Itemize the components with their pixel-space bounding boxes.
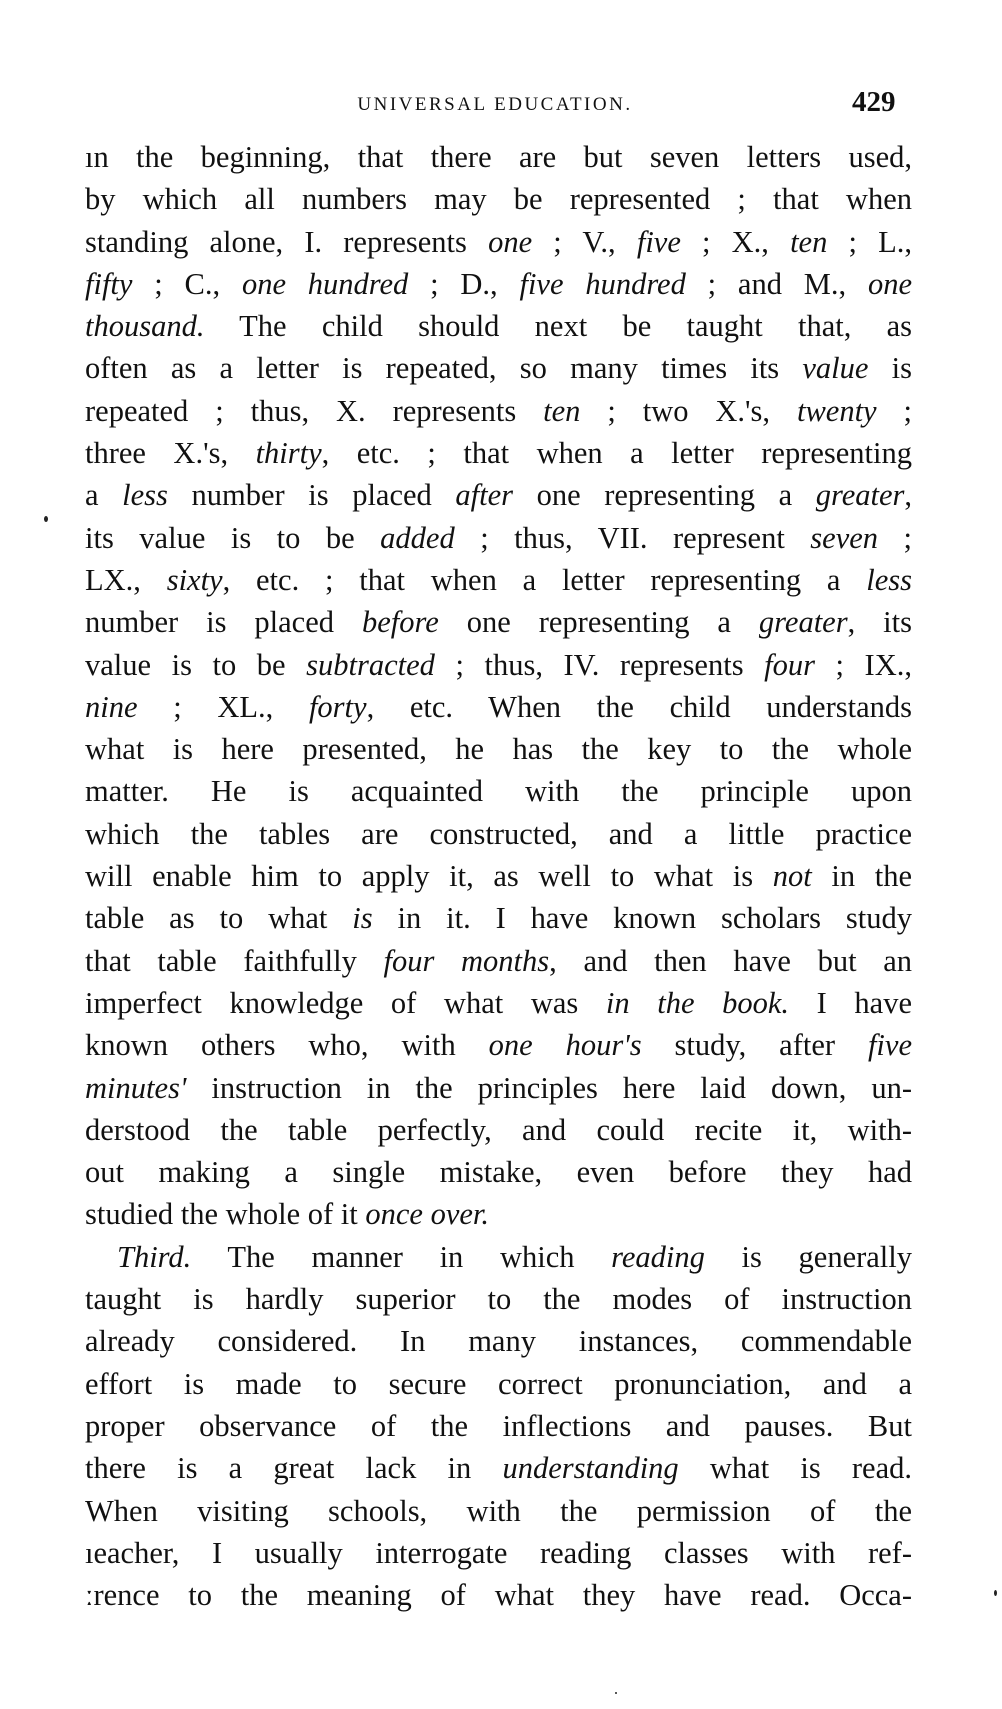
italic-text: five hundred bbox=[519, 266, 686, 301]
italic-text: is bbox=[352, 901, 373, 936]
italic-text: four bbox=[764, 647, 815, 682]
text-line bbox=[85, 1193, 912, 1235]
text-segment: ; XL., bbox=[137, 689, 309, 724]
italic-text: sixty bbox=[166, 562, 223, 597]
italic-text: minutes' bbox=[85, 1070, 187, 1105]
text-line bbox=[85, 1151, 912, 1193]
italic-text: one hundred bbox=[241, 266, 409, 301]
italic-text: one bbox=[488, 224, 533, 259]
text-line bbox=[85, 601, 912, 643]
text-segment: LX., bbox=[85, 562, 167, 597]
italic-text: one hour's bbox=[488, 1028, 642, 1063]
text-segment: there is a great lack in bbox=[85, 1451, 503, 1486]
text-line bbox=[85, 982, 912, 1024]
italic-text: ten bbox=[543, 393, 581, 428]
text-line bbox=[85, 432, 912, 474]
text-segment: ; thus, IV. represents bbox=[434, 647, 765, 682]
italic-text: five bbox=[636, 224, 681, 259]
italic-text: once over. bbox=[365, 1197, 490, 1232]
text-segment: will enable him to apply it, as well to what is bbox=[85, 859, 773, 894]
text-segment: matter. He is acquainted with the principle upon bbox=[85, 774, 912, 809]
text-segment: taught is hardly superior to the modes of instruction bbox=[85, 1282, 912, 1317]
text-line bbox=[85, 1320, 912, 1362]
text-line bbox=[85, 1490, 912, 1532]
text-segment: what is read. bbox=[678, 1451, 912, 1486]
text-segment: studied the whole of it bbox=[85, 1197, 366, 1232]
italic-text: greater bbox=[758, 605, 848, 640]
italic-text: thousand. bbox=[85, 309, 205, 344]
text-segment: one representing a bbox=[438, 605, 759, 640]
text-segment: When visiting schools, with the permission of the bbox=[85, 1493, 912, 1528]
running-header bbox=[0, 86, 1002, 126]
text-line bbox=[85, 1236, 912, 1278]
text-segment: is bbox=[868, 351, 913, 386]
italic-text: ten bbox=[790, 224, 828, 259]
text-segment: is generally bbox=[704, 1239, 912, 1274]
italic-text: thirty bbox=[255, 436, 322, 471]
italic-text: less bbox=[866, 562, 912, 597]
text-segment: what is here presented, he has the key to the whole bbox=[85, 732, 912, 767]
text-segment: which the tables are constructed, and a little practice bbox=[85, 816, 912, 851]
text-line bbox=[85, 1109, 912, 1151]
text-segment: ; L., bbox=[827, 224, 913, 259]
text-segment: value is to be bbox=[85, 647, 307, 682]
text-segment: instruction in the principles here laid down, un- bbox=[186, 1070, 912, 1105]
text-line bbox=[85, 1067, 912, 1109]
text-line bbox=[85, 221, 912, 263]
text-segment: ; two X.'s, bbox=[580, 393, 797, 428]
text-segment: its value is to be bbox=[85, 520, 381, 555]
italic-text: understanding bbox=[502, 1451, 679, 1486]
text-line bbox=[85, 559, 912, 601]
italic-text: reading bbox=[611, 1239, 705, 1274]
italic-text: forty bbox=[308, 689, 367, 724]
text-segment: number is placed bbox=[167, 478, 456, 513]
text-segment: table as to what bbox=[85, 901, 353, 936]
body-text bbox=[85, 136, 912, 1616]
text-line bbox=[85, 1405, 912, 1447]
text-segment: I have bbox=[789, 985, 912, 1020]
text-segment: already considered. In many instances, commendable bbox=[85, 1324, 912, 1359]
text-segment: derstood the table perfectly, and could recite it, with- bbox=[85, 1112, 912, 1147]
text-line bbox=[85, 390, 912, 432]
scan-speck bbox=[44, 516, 48, 522]
italic-text: less bbox=[122, 478, 168, 513]
text-line bbox=[85, 1024, 912, 1066]
italic-text: four months bbox=[383, 943, 550, 978]
italic-text: value bbox=[802, 351, 869, 386]
running-title: UNIVERSAL EDUCATION. bbox=[357, 94, 633, 115]
text-segment: in the bbox=[811, 859, 912, 894]
page-number: 429 bbox=[852, 86, 896, 118]
text-line bbox=[85, 1363, 912, 1405]
italic-text: in the book. bbox=[605, 985, 790, 1020]
text-line bbox=[85, 1447, 912, 1489]
text-segment: that table faithfully bbox=[85, 943, 384, 978]
text-line bbox=[85, 644, 912, 686]
text-line bbox=[85, 1574, 912, 1616]
italic-text: not bbox=[772, 859, 812, 894]
italic-text: twenty bbox=[796, 393, 877, 428]
text-line bbox=[85, 770, 912, 812]
text-segment: , and then have but an bbox=[549, 943, 912, 978]
text-segment: out making a single mistake, even before they had bbox=[85, 1155, 912, 1190]
text-segment: study, after bbox=[641, 1028, 868, 1063]
text-segment: ; thus, VII. represent bbox=[454, 520, 811, 555]
text-segment: one representing a bbox=[513, 478, 816, 513]
text-line bbox=[85, 263, 912, 305]
text-segment: three X.'s, bbox=[85, 436, 256, 471]
text-segment: known others who, with bbox=[85, 1028, 489, 1063]
scan-speck bbox=[615, 1692, 617, 1694]
text-line bbox=[85, 686, 912, 728]
text-segment: by which all numbers may be represented ; that when bbox=[85, 182, 912, 217]
text-segment: ın the beginning, that there are but seven letters used, bbox=[85, 140, 912, 174]
text-segment: ; IX., bbox=[814, 647, 912, 682]
text-segment: ːrence to the meaning of what they have read. Occa- bbox=[85, 1578, 912, 1613]
text-line bbox=[85, 474, 912, 516]
italic-text: one bbox=[867, 266, 912, 301]
italic-text: added bbox=[380, 520, 455, 555]
text-line bbox=[85, 897, 912, 939]
text-segment: imperfect knowledge of what was bbox=[85, 985, 606, 1020]
italic-text: before bbox=[361, 605, 439, 640]
text-segment: repeated ; thus, X. represents bbox=[85, 393, 544, 428]
text-segment: , its bbox=[847, 605, 912, 640]
text-segment: ; bbox=[876, 393, 912, 428]
text-line bbox=[85, 1532, 912, 1574]
italic-text: Third. bbox=[117, 1239, 192, 1274]
scan-speck bbox=[994, 1590, 997, 1596]
text-line bbox=[85, 178, 912, 220]
text-segment: , etc. When the child understands bbox=[366, 689, 912, 724]
text-segment: , etc. ; that when a letter representing bbox=[321, 436, 912, 471]
text-line bbox=[85, 940, 912, 982]
text-segment: in it. I have known scholars study bbox=[372, 901, 912, 936]
text-segment: a bbox=[85, 478, 123, 513]
text-line bbox=[85, 517, 912, 559]
text-segment: number is placed bbox=[85, 605, 362, 640]
text-segment: ; D., bbox=[408, 266, 520, 301]
text-segment: The manner in which bbox=[191, 1239, 612, 1274]
text-segment: standing alone, I. represents bbox=[85, 224, 489, 259]
text-line bbox=[85, 136, 912, 178]
italic-text: five bbox=[867, 1028, 912, 1063]
text-line bbox=[85, 813, 912, 855]
text-segment: effort is made to secure correct pronunciation, and a bbox=[85, 1366, 912, 1401]
text-segment: often as a letter is repeated, so many times its bbox=[85, 351, 803, 386]
text-line bbox=[85, 1278, 912, 1320]
text-line bbox=[85, 728, 912, 770]
text-line bbox=[85, 347, 912, 389]
text-segment: The child should next be taught that, as bbox=[204, 309, 912, 344]
text-segment: ; V., bbox=[532, 224, 637, 259]
text-segment: proper observance of the inflections and pauses. But bbox=[85, 1408, 912, 1443]
text-segment: ; and M., bbox=[685, 266, 868, 301]
italic-text: seven bbox=[810, 520, 879, 555]
text-segment: ıeacher, I usually interrogate reading classes with ref- bbox=[85, 1535, 912, 1570]
italic-text: nine bbox=[85, 689, 138, 724]
text-line bbox=[85, 855, 912, 897]
text-segment: ; C., bbox=[132, 266, 242, 301]
italic-text: subtracted bbox=[306, 647, 435, 682]
text-segment: , bbox=[904, 478, 912, 513]
text-segment: ; X., bbox=[680, 224, 791, 259]
italic-text: greater bbox=[815, 478, 905, 513]
text-segment: ; bbox=[878, 520, 912, 555]
italic-text: fifty bbox=[85, 266, 133, 301]
text-segment: , etc. ; that when a letter representing a bbox=[222, 562, 867, 597]
text-line bbox=[85, 305, 912, 347]
italic-text: after bbox=[455, 478, 513, 513]
